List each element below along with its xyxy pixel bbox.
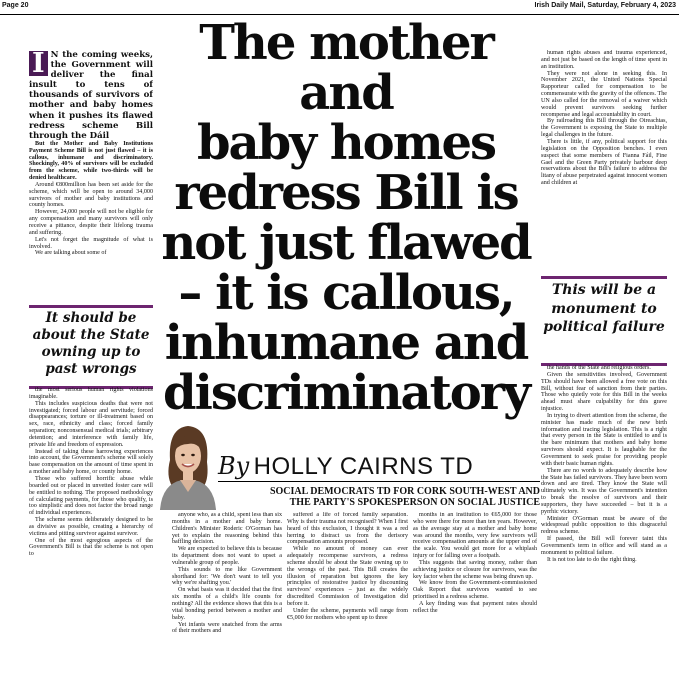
column-1-top bbox=[29, 50, 153, 308]
body-paragraph: Let's not forget the magnitude of what is involved. bbox=[29, 236, 153, 250]
headline-line: baby homes bbox=[196, 115, 496, 171]
body-paragraph: Those who suffered horrific abuse while boarded out or placed in unvetted foster care will be entitled to nothing. The proposed methodology of calculating payments, for those who qualify, is too simplistic and does not factor the broad range of individual experiences. bbox=[29, 475, 153, 517]
page-header bbox=[0, 0, 679, 15]
body-paragraph: If passed, the Bill will forever taint this Government's term in office and will stand as a monument to political failure. bbox=[541, 536, 667, 556]
body-paragraph: The scheme seems deliberately designed to be as divisive as possible, creating a hierarchy of victims and pitting survivor against survivor. bbox=[29, 517, 153, 537]
pull-quote-text: It should be about the State owning up to past wrongs bbox=[32, 310, 150, 377]
body-paragraph: We are talking about some of bbox=[35, 250, 107, 257]
body-paragraph: However, 24,000 people will not be eligible for any compensation and many survivors will only receive a pittance, despite their lifelong trauma and suffering. bbox=[29, 209, 153, 236]
body-paragraph: By railroading this Bill through the Oireachtas, the Government is exposing the State to multiple legal challenges in the future. bbox=[541, 118, 667, 139]
body-paragraph: There is little, if any, political support for this legislation on the Opposition benches. I even suspect that some members of Fianna Fáil, Fine Gael and the Green Party privately harbour deep reservations about the Bill's failure to address the litany of abuse perpetrated against innocent women and children at bbox=[541, 138, 667, 187]
body-paragraph: the most serious human rights violations imaginable. bbox=[29, 387, 153, 400]
body-paragraph: Yet infants were snatched from the arms of their mothers and bbox=[172, 621, 282, 635]
body-paragraph: This suggests that saving money, rather than achieving justice or closure for survivors, was the key factor when the scheme was being drawn up. bbox=[413, 559, 537, 580]
body-paragraph: We are expected to believe this is because its department does not want to upset a vulnerable group of people. bbox=[172, 546, 282, 566]
byline-prefix: By bbox=[218, 452, 250, 480]
byline-rule bbox=[218, 481, 540, 482]
body-paragraph: But the Mother and Baby Institutions Payment Scheme Bill is not just flawed – it is callous, inhumane and discriminatory. Shockingly, 40% of survivors will be excluded from the scheme, while two-thirds will be denied healthcare. bbox=[29, 140, 153, 182]
body-paragraph: the hands of the State and religious orders. bbox=[547, 365, 651, 371]
pull-quote-text: This will be a monument to political failure bbox=[543, 282, 665, 335]
body-paragraph: suffered a life of forced family separation. Why is their trauma not recognised? When I first heard of this exclusion, I thought it was a red herring to distract us from the derisory compensation amounts proposed. bbox=[287, 512, 408, 546]
column-5-top bbox=[541, 50, 667, 272]
author-role-line: SOCIAL DEMOCRATS TD FOR CORK SOUTH-WEST AND bbox=[269, 486, 540, 497]
body-paragraph: human rights abuses and trauma experienced, and not just be based on the length of time spent in an institution. bbox=[541, 50, 667, 70]
headline-line: inhumane and bbox=[164, 315, 528, 371]
byline bbox=[218, 452, 540, 482]
pull-quote-right bbox=[541, 276, 667, 366]
headline-line: discriminatory bbox=[163, 365, 529, 421]
body-paragraph: Under the scheme, payments will range from €5,000 for mothers who spent up to three bbox=[287, 607, 408, 621]
body-paragraph: In trying to divert attention from the scheme, the minister has made much of the new birth information and tracing legislation. This is a right that every person in the State is entitled to and is the bare minimum that mothers and baby home survivors should expect. It is laughable for the Government to seek praise for providing people with their basic human rights. bbox=[541, 412, 667, 467]
headline-line: – it is callous, bbox=[178, 265, 514, 321]
drop-cap: I bbox=[29, 51, 48, 76]
body-paragraph: On what basis was it decided that the first six months of a child's life counts for nothing? All the evidence shows that this is a vital bonding period between a mother and baby. bbox=[172, 587, 282, 621]
body-paragraph: Given the sensitivities involved, Government TDs should have been allowed a free vote on this Bill, without fear of sanction from their parties. Those who quietly vote for this Bill in the weeks ahead must share culpability for this grave injustice. bbox=[541, 371, 667, 413]
headline-line: The mother and bbox=[199, 15, 493, 121]
body-paragraph: A key finding was that payment rates should reflect the bbox=[413, 600, 537, 614]
author-photo bbox=[160, 420, 216, 510]
pull-quote-left bbox=[29, 305, 153, 389]
column-1-bottom bbox=[29, 387, 153, 687]
column-4 bbox=[413, 512, 537, 688]
body-paragraph: anyone who, as a child, spent less than six months in a mother and baby home. Children's Minister Roderic O'Gorman has yet to explain the reasoning behind this baffling decision. bbox=[172, 512, 282, 546]
masthead-date: Irish Daily Mail, Saturday, February 4, 2023 bbox=[534, 2, 676, 9]
body-paragraph: It is not too late to do the right thing. bbox=[547, 556, 637, 563]
headline-line: redress Bill is bbox=[174, 165, 518, 221]
author-name: HOLLY CAIRNS TD bbox=[253, 453, 474, 480]
body-paragraph: This sounds to me like Government shorthand for: 'We don't want to tell you why we're shafting you.' bbox=[172, 566, 282, 587]
body-paragraph: We know from the Government-commissioned Oak Report that survivors wanted to see prioritised in a redress scheme. bbox=[413, 580, 537, 601]
column-3 bbox=[287, 512, 408, 688]
headline bbox=[152, 15, 540, 421]
column-5-bottom bbox=[541, 365, 667, 687]
body-paragraph: One of the most egregious aspects of the Government's Bill is that the scheme is not open to bbox=[29, 537, 153, 558]
column-2 bbox=[172, 512, 282, 688]
body-paragraph: There are no words to adequately describe how the State has failed survivors. They have been worn down and are tired. They know the State will ultimately win. It was the Government's intention to break the resolve of survivors and their supporters, they have succeeded – but it is a pyrrhic victory. bbox=[541, 467, 667, 515]
body-paragraph: This includes suspicious deaths that were not investigated; forced labour and servitude; forced disappearances; torture or ill-treatment based on sex, race, ethnicity and class; forced family separation; nonconsensual medical trials; arbitrary detention; and interference with family life, private life and freedom of expression. bbox=[29, 400, 153, 448]
body-paragraph: Instead of taking these harrowing experiences into account, the Government's scheme will solely base compensation on the amount of time spent in a mother and baby home, or county home. bbox=[29, 448, 153, 476]
headline-line: not just flawed bbox=[161, 215, 531, 271]
lead-paragraph: N the coming weeks, the Government will deliver the final insult to tens of thousands of survivors of mother and baby homes when it pushes its flawed redress scheme Bill through the Dáil bbox=[29, 50, 153, 141]
page-number: Page 20 bbox=[2, 2, 29, 9]
body-paragraph: They were not alone in seeking this. In November 2021, the United Nations Special Rapporteur called for compensation to be commensurate with the gravity of the offences. The UN also called for the removal of a waiver which would prevent survivors seeking further recompense and legal accountability in court. bbox=[541, 70, 667, 118]
body-paragraph: months in an institution to €65,000 for those who were there for more than ten years. However, as the average stay at a mother and baby home was around the months, very few survivors will receive compensation amounts at the upper end of the scale. You would get more for a whiplash injury or for falling over a footpath. bbox=[413, 512, 537, 560]
body-paragraph: Around €800million has been set aside for the scheme, which will be open to around 34,000 survivors of mother and baby institutions and county homes. bbox=[29, 181, 153, 209]
body-paragraph: While no amount of money can ever adequately recompense survivors, a redress scheme should be about the State owning up to the wrongs of the past. This Bill creates the illusion of reparation but ignores the key principles of restorative justice by discounting survivors' experiences – just as the widely discredited Commission of Investigation did before it. bbox=[287, 546, 408, 607]
author-role bbox=[218, 486, 540, 508]
author-role-line: THE PARTY'S SPOKESPERSON ON SOCIAL JUSTICE bbox=[289, 497, 540, 508]
body-paragraph: Minister O'Gorman must be aware of the widespread public opposition to this disgraceful redress scheme. bbox=[541, 515, 667, 536]
